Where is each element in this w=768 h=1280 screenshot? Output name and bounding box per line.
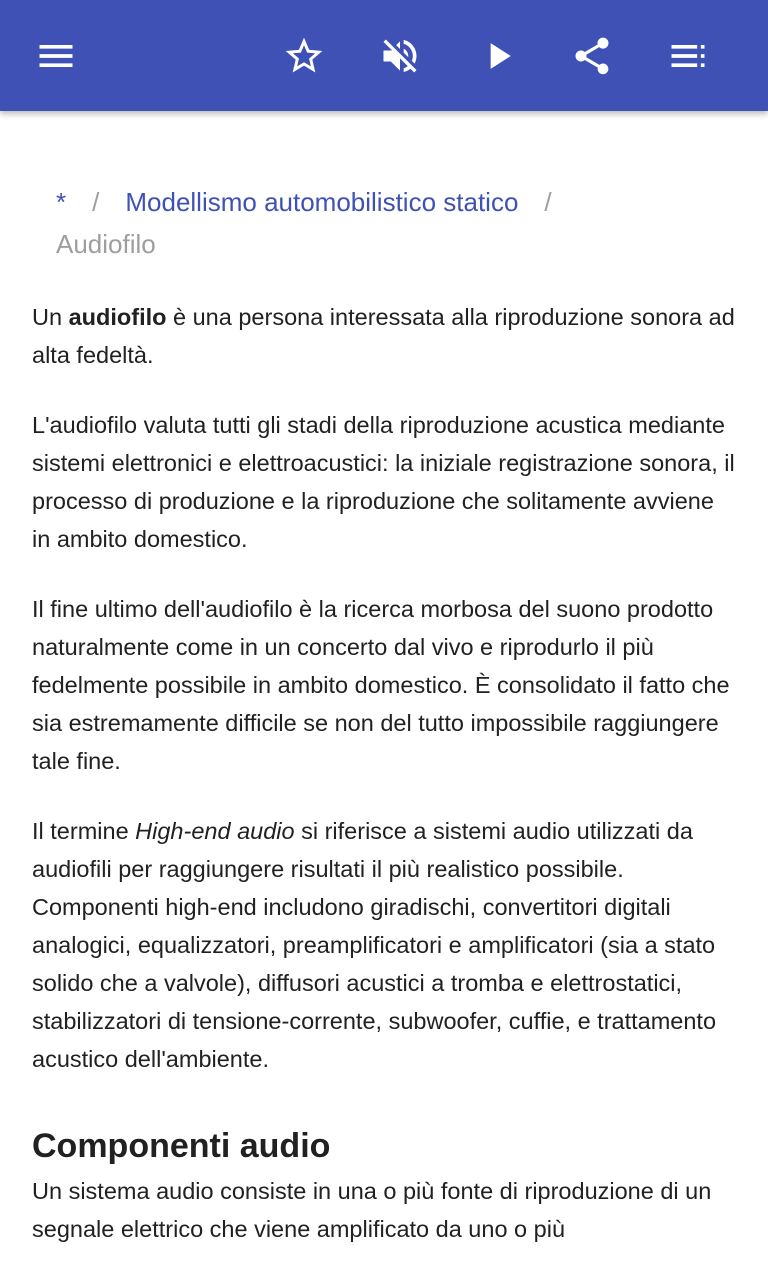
share-icon[interactable] xyxy=(560,24,624,88)
article-paragraph: Il fine ultimo dell'audiofilo è la ricerca morbosa del suono prodotto naturalmente come in un concerto dal vivo e riprodurlo il più fedelmente possibile in ambito domestico. È consolidato il fatto che sia estremamente difficile se non del tutto impossibile raggiungere tale fine. xyxy=(32,596,730,774)
article-content xyxy=(0,111,768,1280)
text-fragment: è una persona interessata alla riproduzione sonora ad alta fedeltà. xyxy=(32,304,735,368)
play-icon[interactable] xyxy=(466,24,530,88)
article-paragraph: Un sistema audio consiste in una o più fonte di riproduzione di un segnale elettrico che viene amplificato da uno o più xyxy=(32,1178,712,1242)
article-paragraph xyxy=(32,812,738,1078)
breadcrumb-category-link[interactable]: Modellismo automobilistico statico xyxy=(125,187,519,217)
section-heading: Componenti audio xyxy=(32,1127,331,1165)
playlist-icon[interactable] xyxy=(656,24,720,88)
article-paragraph: L'audiofilo valuta tutti gli stadi della riproduzione acustica mediante sistemi elettronici e elettroacustici: la iniziale registrazione sonora, il processo di produzione e la riproduzione che solitamente avviene in ambito domestico. xyxy=(32,412,735,552)
breadcrumb-separator: / xyxy=(92,187,100,217)
bold-term: audiofilo xyxy=(68,304,167,330)
breadcrumb-current-page: Audiofilo xyxy=(56,229,156,259)
menu-icon[interactable] xyxy=(24,24,88,88)
breadcrumb-separator: / xyxy=(544,187,552,217)
text-fragment: Il termine xyxy=(32,818,136,844)
app-bar xyxy=(0,0,768,111)
article-paragraph-intro xyxy=(32,298,738,374)
volume-off-icon[interactable] xyxy=(368,24,432,88)
star-outline-icon[interactable] xyxy=(272,24,336,88)
article-body xyxy=(32,298,738,1280)
text-fragment: Un xyxy=(32,304,69,330)
breadcrumb-home-link[interactable]: * xyxy=(56,187,67,217)
text-fragment: si riferisce a sistemi audio utilizzati da audiofili per raggiungere risultati il più realistico possibile. Componenti high-end includono giradischi, convertitori digitali analogici, equalizzatori, preamplificatori e amplificatori (sia a stato solido che a valvole), diffusori acustici a tromba e elettrostatici, stabilizzatori di tensione-corrente, subwoofer, cuffie, e trattamento acustico dell'ambiente. xyxy=(32,818,717,1072)
breadcrumb xyxy=(56,181,736,265)
italic-term: High-end audio xyxy=(135,818,295,844)
